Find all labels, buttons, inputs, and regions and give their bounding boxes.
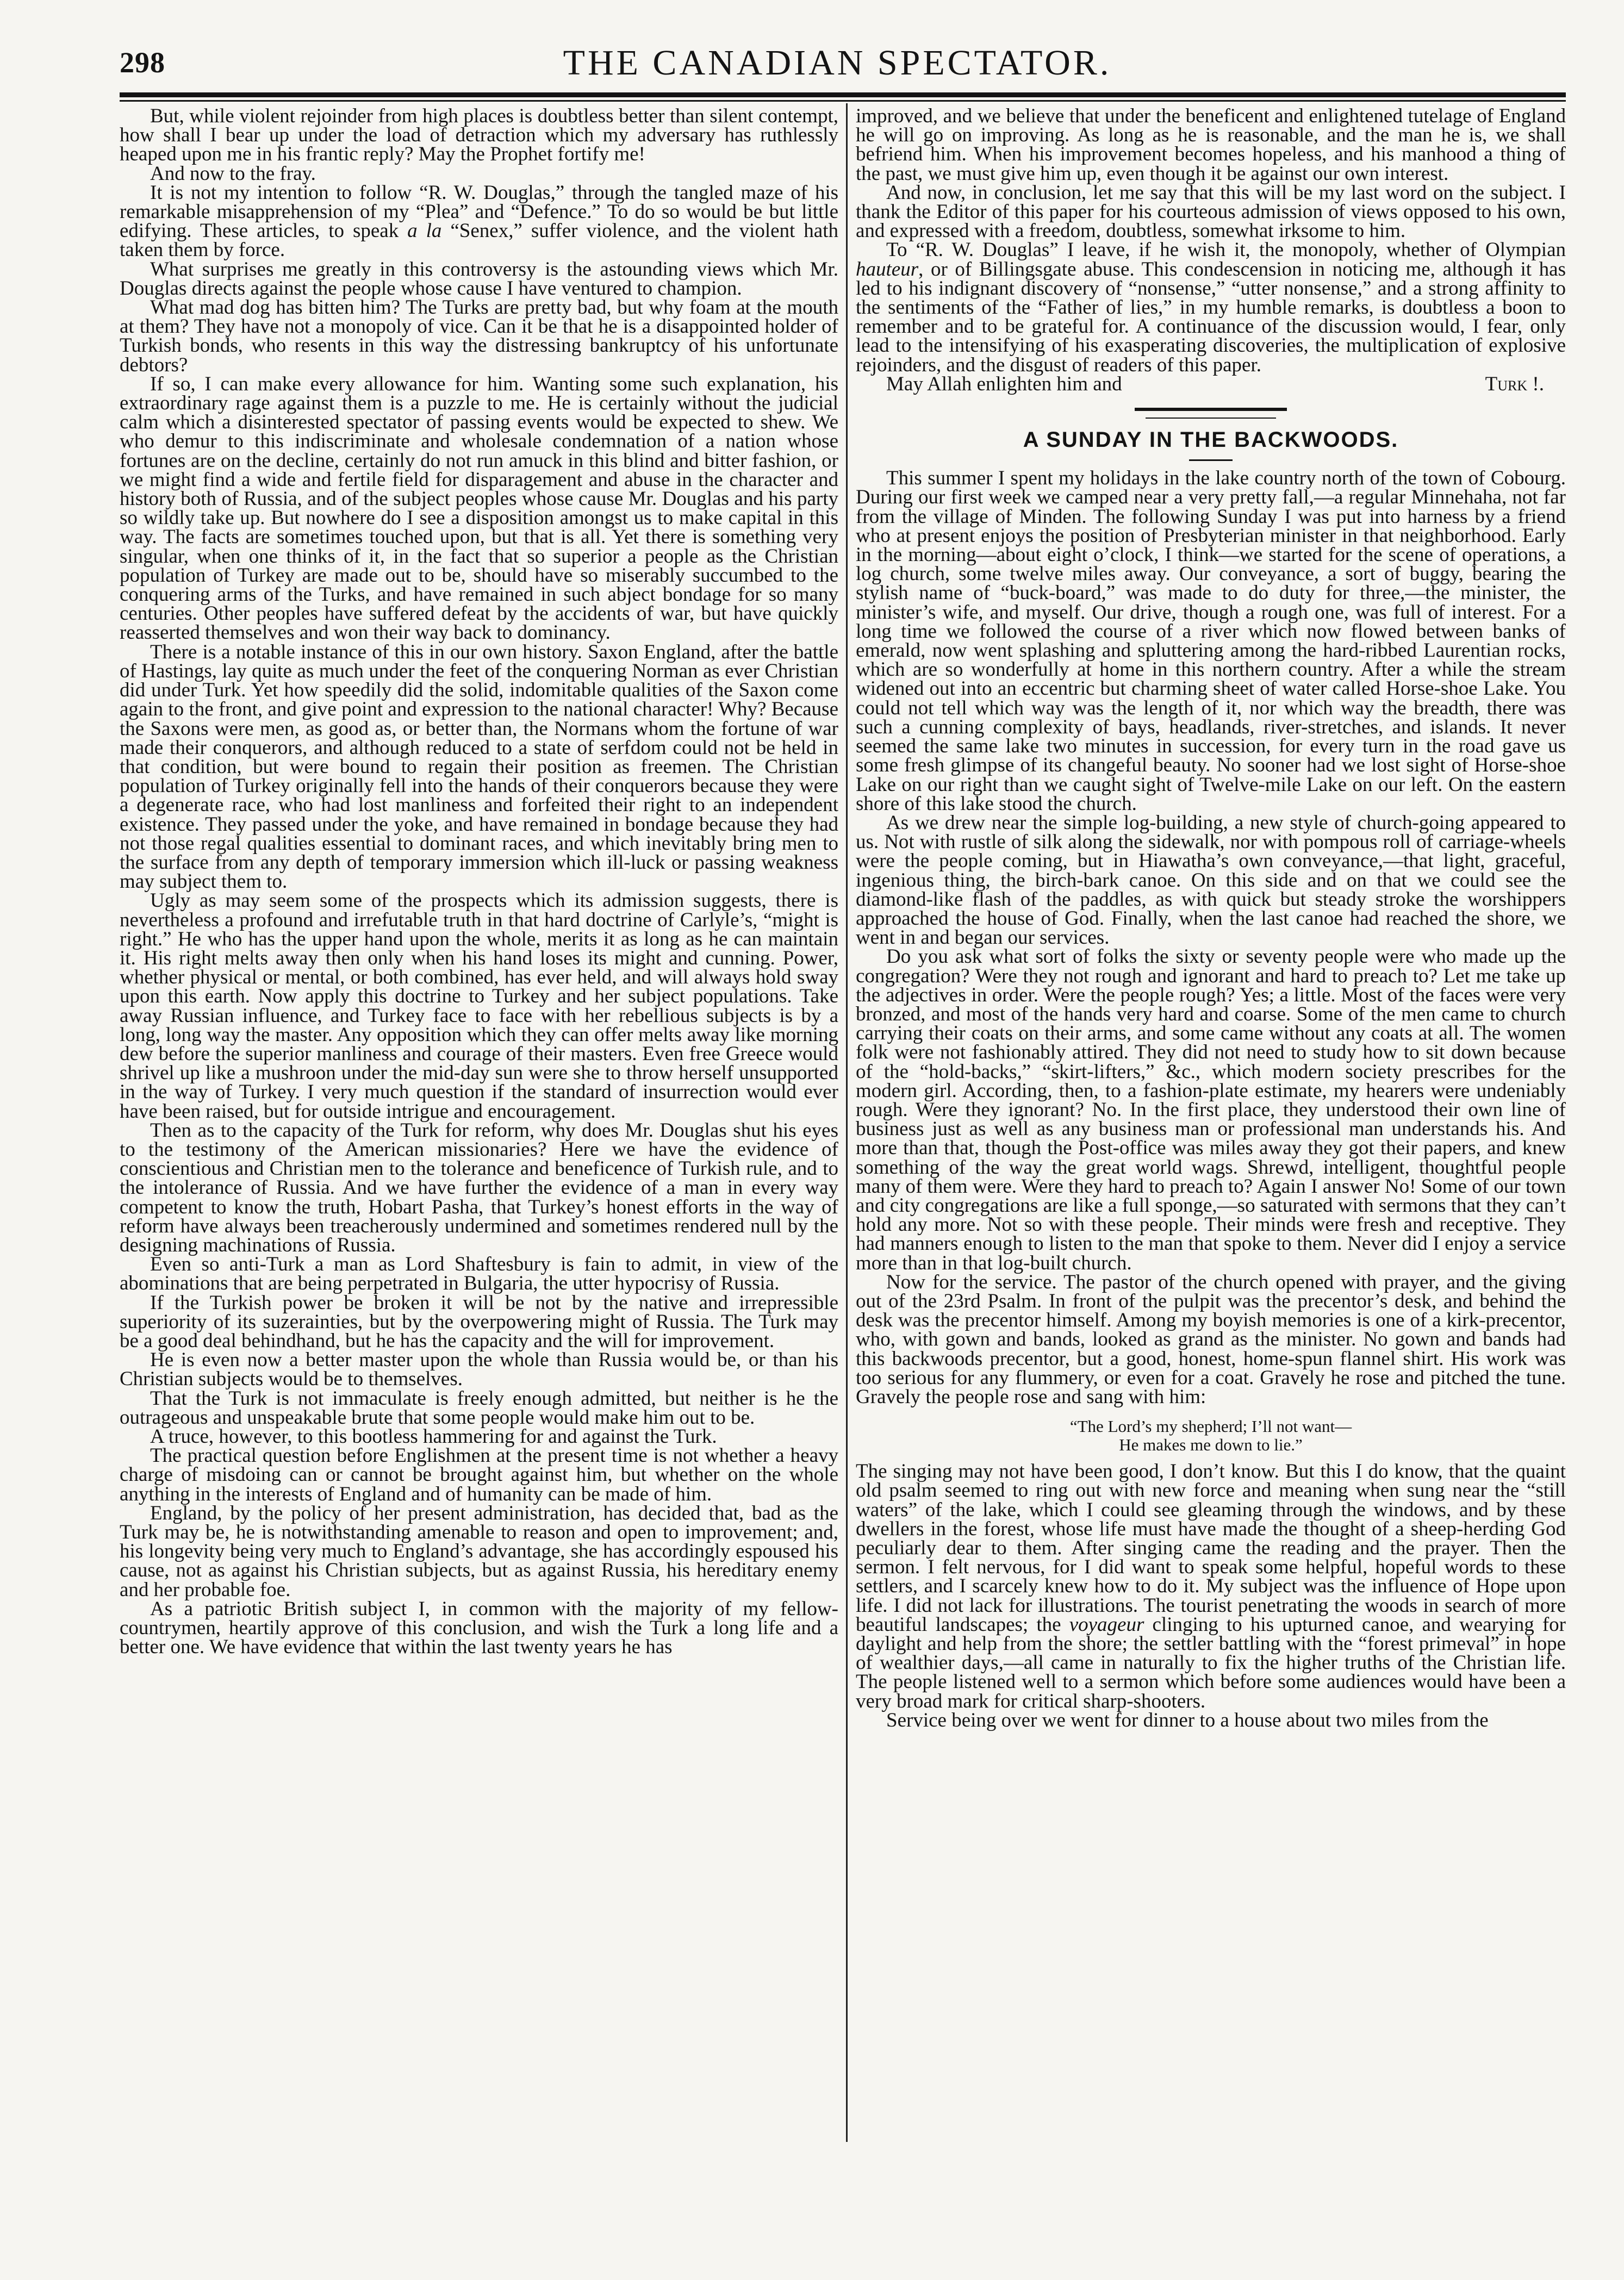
- text-run: , or of Billingsgate abuse. This condescension in noticing me, although it has led to his indignant discovery of “nonsense,” “utter nonsense,” and a strong affinity to the sentiments of the “Father of lies,” in my humble remarks, is doubtless a boon to remember and to be grateful for. A continuance of the discussion would, I fear, only lead to the intensifying of his exasperating discoveries, the multiplication of explosive rejoinders, and the disgust of readers of this paper.: [856, 258, 1566, 376]
- text-run: “Senex,” suffer violence, and the violent hath taken them by force.: [120, 220, 838, 261]
- paragraph: [120, 183, 838, 260]
- paragraph: And now, in conclusion, let me say that this will be my last word on the subject. I thank the Editor of this paper for his courteous admission of views opposed to his own, and expressed with a freedom, doubtless, somewhat irksome to him.: [856, 181, 1566, 242]
- text-run: clinging to his upturned canoe, and wearying for daylight and help from the shore; the settler battling with the “forest primeval” in hope of wealthier days,—all came in naturally to fix the higher truths of the Christian life. The people listened well to a sermon which before some audiences would have been a very broad mark for critical sharp-shooters.: [856, 1613, 1566, 1712]
- left-column: [120, 105, 838, 1659]
- paragraph: What surprises me greatly in this controversy is the astounding views which Mr. Douglas directs against the people whose cause I have ventured to champion.: [120, 258, 838, 300]
- title-underline: [1189, 459, 1233, 461]
- paragraph: Service being over we went for dinner to a house about two miles from the: [886, 1709, 1489, 1731]
- section-rule: [1135, 408, 1287, 411]
- paragraph: Do you ask what sort of folks the sixty or seventy people were who made up the congregation? Were they not rough and ignorant and hard to preach to? Let me take up the adjectives in order. Were the people rough? Yes; a little. Most of the faces were very bronzed, and most of the hands very hard and coarse. Some of the men came to church carrying their coats on their arms, and some came without any coats at all. The women folk were not fashionably attired. They did not need to study how to sit down because of the “hold-backs,” “skirt-lifters,” &c., which modern society prescribes for the modern girl. According, then, to a fashion-plate estimate, my hearers were undeniably rough. Were they ignorant? No. In the first place, they understood their own line of business just as well as any business man or professional man understands his. And more than that, though the Post-office was miles away they got their papers, and knew something of the way the great world wags. Shrewd, intelligent, thoughtful people many of them were. Were they hard to preach to? Again I answer No! Some of our town and city congregations are like a full sponge,—so saturated with sermons that they can’t hold any more. Not so with these people. Their minds were fresh and receptive. They had manners enough to listen to the man that spoke to them. Never did I enjoy a service more than in that log-built church.: [856, 945, 1566, 1274]
- paragraph: As we drew near the simple log-building, a new style of church-going appeared to us. Not with rustle of silk along the sidewalk, nor with pompous roll of carriage-wheels were the people coming, but in Hiawatha’s own conveyance,—that light, graceful, ingenious thing, the birch-bark canoe. On this side and on that we could see the diamond-like flash of the paddles, as with quick but steady stroke the worshippers approached the house of God. Finally, when the last canoe had reached the shore, we went in and began our services.: [856, 811, 1566, 949]
- column-divider: [846, 103, 848, 2142]
- italic-text: a la: [407, 220, 442, 242]
- header-rule-thin: [120, 100, 1566, 102]
- text-run: The singing may not have been good, I don’t know. But this I do know, that the quaint old psalm seemed to ring out with new force and meaning when sung near the “still waters” of the lake, which I could see gleaming through the windows, and by these dwellers in the forest, whose life must have made the thought of a sheep-herding God peculiarly dear to them. After singing came the reading and the prayer. Then the sermon. I felt nervous, for I did want to speak some helpful, hopeful words to these settlers, and I scarcely knew how to do it. My subject was the influence of Hope upon life. I did not lack for illustrations. The tourist penetrating the woods in search of more beautiful landscapes; the: [856, 1460, 1566, 1636]
- paragraph: As a patriotic British subject I, in common with the majority of my fellow-countrymen, heartily approve of this conclusion, and wish the Turk a long life and a better one. We have evidence that within the last twenty years he has: [120, 1597, 838, 1659]
- paragraph: That the Turk is not immaculate is freely enough admitted, but neither is he the outrageous and unspeakable brute that some people would make him out to be.: [120, 1387, 838, 1429]
- right-column: [856, 107, 1566, 1730]
- italic-text: hauteur: [856, 258, 919, 281]
- masthead-title: THE CANADIAN SPECTATOR.: [563, 43, 1112, 83]
- paragraph: The practical question before Englishmen at the present time is not whether a heavy charge of misdoing can or cannot be brought against him, but whether on the whole anything in the interests of England and of humanity can be made of him.: [120, 1444, 838, 1505]
- text-run: To “R. W. Douglas” I leave, if he wish it, the monopoly, whether of Olympian: [886, 239, 1566, 261]
- paragraph: He is even now a better master upon the whole than Russia would be, or than his Christian subjects would be to themselves.: [120, 1349, 838, 1391]
- paragraph: Even so anti-Turk a man as Lord Shaftesbury is fain to admit, in view of the abominations that are being perpetrated in Bulgaria, the utter hypocrisy of Russia.: [120, 1253, 838, 1295]
- verse-line: “The Lord’s my shepherd; I’ll not want—: [1069, 1417, 1352, 1436]
- paragraph: If so, I can make every allowance for him. Wanting some such explanation, his extraordinary rage against them is a puzzle to me. He is certainly without the judicial calm which a disinterested spectator of passing events would be expected to shew. We who demur to this indiscriminate and wholesale condemnation of a nation whose fortunes are on the decline, certainly do not run amuck in this blind and bitter fashion, or we might find a wide and fertile field for disparagement and abuse in the character and history both of Russia, and of the subject peoples whose cause Mr. Douglas and his party so wildly take up. But nowhere do I see a disposition amongst us to make capital in this way. The facts are sometimes touched upon, but that is all. Yet there is something very singular, when one thinks of it, in the fact that so superior a people as the Christian population of Turkey are made out to be, should have so miserably succumbed to the conquering arms of the Turks, and have remained in such abject bondage for so many centuries. Other peoples have suffered defeat by the accidents of war, but have quickly reasserted themselves and won their way back to dominancy.: [120, 372, 838, 644]
- paragraph: Now for the service. The pastor of the church opened with prayer, and the giving out of the 23rd Psalm. In front of the pulpit was the precentor’s desk, and behind the desk was the precentor himself. Among my boyish memories is one of a kirk-precentor, who, with gown and bands, looked as grand as the minister. No gown and bands had this backwoods precentor, but a good, honest, home-spun flannel shirt. His work was too serious for any flummery, or even for a coat. Gravely he rose and pitched the tune. Gravely the people rose and sang with him:: [856, 1270, 1566, 1408]
- closing-text: May Allah enlighten him and: [886, 372, 1122, 395]
- paragraph: improved, and we believe that under the beneficent and enlightened tutelage of England he will go on improving. As long as he is reasonable, and the man he is, we shall befriend him. When his improvement becomes hopeless, and his manhood a thing of the past, we must give him up, even though it be against our own interest.: [856, 105, 1566, 185]
- psalm-verse: [856, 1417, 1566, 1454]
- paragraph: If the Turkish power be broken it will be not by the native and irrepressible superiority of its suzerainties, but by the overpowering might of Russia. The Turk may be a good deal behindhand, but he has the capacity and the will for improvement.: [120, 1291, 838, 1352]
- page-header: [120, 42, 1555, 92]
- page-number: 298: [120, 46, 165, 79]
- paragraph: Then as to the capacity of the Turk for reform, why does Mr. Douglas shut his eyes to the testimony of the American missionaries? Here we have the evidence of conscientious and Christian men to the tolerance and beneficence of Turkish rule, and to the intolerance of Russia. And we have further the evidence of a man in every way competent to know the truth, Hobart Pasha, that Turkey’s honest efforts in the way of reform have always been treacherously undermined and sometimes rendered null by the designing machinations of Russia.: [120, 1119, 838, 1256]
- paragraph: England, by the policy of her present administration, has decided that, bad as the Turk may be, he is notwithstanding amenable to reason and open to improvement; and, his longevity being very much to England’s advantage, she has accordingly espoused his cause, not as against his Christian subjects, but as against Russia, his hereditary enemy and her probable foe.: [120, 1502, 838, 1601]
- header-rule-thick: [120, 92, 1566, 97]
- paragraph: But, while violent rejoinder from high places is doubtless better than silent contempt, how shall I bear up under the load of detraction which my adversary has ruthlessly heaped upon me in his frantic reply? May the Prophet fortify me!: [120, 105, 838, 166]
- section-rule-thin: [1146, 418, 1276, 419]
- paragraph: A truce, however, to this bootless hammering for and against the Turk.: [150, 1425, 717, 1448]
- paragraph: Ugly as may seem some of the prospects which its admission suggests, there is nevertheless a profound and irrefutable truth in that hard doctrine of Carlyle’s, “might is right.” He who has the upper hand upon the whole, merits it as long as he can maintain it. His right melts away then only when his hand loses its might and cunning. Power, whether physical or mental, or both combined, has ever held, and will always hold sway upon this earth. Now apply this doctrine to Turkey and her subject populations. Take away Russian influence, and Turkey face to face with her rebellious subjects is by a long, long way the master. Any opposition which they can offer melts away like morning dew before the superior manliness and courage of their masters. Even free Greece would shrivel up like a mushroon under the mid-day sun were she to throw herself unsupported in the way of Turkey. I very much question if the standard of insurrection would ever have been raised, but for outside intrigue and encouragement.: [120, 889, 838, 1123]
- article-title: A SUNDAY IN THE BACKWOODS.: [1023, 428, 1399, 452]
- paragraph: This summer I spent my holidays in the lake country north of the town of Cobourg. During our first week we camped near a very pretty fall,—a regular Minnehaha, not far from the village of Minden. The following Sunday I was put into harness by a friend who at present enjoys the position of Presbyterian minister in that neighborhood. Early in the morning—about eight o’clock, I think—we started for the scene of operations, a log church, some twelve miles away. Our conveyance, a sort of buggy, bearing the stylish name of “buck-board,” was made to do duty for three,—the minister, the minister’s wife, and myself. Our drive, though a rough one, was full of interest. For a long time we followed the course of a river which now flowed between banks of emerald, now went splashing and spluttering among the hard-ribbed Laurentian rocks, which are so wonderfully at home in this northern country. After a while the stream widened out into an eccentric but charming sheet of water called Horse-shoe Lake. You could not tell which way was the length of it, nor which way the breadth, there was such a cunning complexity of bays, headlands, river-stretches, and islands. It never seemed the same lake two minutes in succession, for every turn in the road gave us some fresh glimpse of its changeful beauty. No sooner had we lost sight of Horse-shoe Lake on our right than we caught sight of Twelve-mile Lake on our left. On the eastern shore of this lake stood the church.: [856, 467, 1566, 815]
- closing-line: [856, 372, 1566, 395]
- paragraph: What mad dog has bitten him? The Turks are pretty bad, but why foam at the mouth at them? They have not a monopoly of vice. Can it be that he is a disappointed holder of Turkish bonds, who resents in this way the distressing bankruptcy of his unfortunate debtors?: [120, 296, 838, 376]
- paragraph: [856, 240, 1566, 374]
- signature: Turk !.: [1485, 372, 1544, 395]
- paragraph: And now to the fray.: [150, 162, 316, 185]
- text-run: It is not my intention to follow “R. W. Douglas,” through the tangled maze of his remarkable misapprehension of my “Plea” and “Defence.” To do so would be but little edifying. These articles, to speak: [120, 181, 838, 242]
- paragraph: There is a notable instance of this in our own history. Saxon England, after the battle of Hastings, lay quite as much under the feet of the conquering Norman as ever Christian did under Turk. Yet how speedily did the solid, indomitable qualities of the Saxon come again to the front, and give point and expression to the national character! Why? Because the Saxons were men, as good as, or better than, the Normans whom the fortune of war made their conquerors, and although reduced to a state of serfdom could not be held in that condition, but were bound to regain their position as freemen. The Christian population of Turkey originally fell into the hands of their conquerors because they were a degenerate race, who had lost manliness and forfeited their right to an independent existence. They passed under the yoke, and have remained in bondage because they had not those regal qualities essential to dominant races, and which inevitably bring men to the surface from any depth of temporary immersion which ill-luck or passing weakness may subject them to.: [120, 640, 838, 893]
- italic-text: voyageur: [1069, 1613, 1144, 1636]
- verse-line: He makes me down to lie.”: [1119, 1435, 1303, 1455]
- paragraph: [856, 1462, 1566, 1711]
